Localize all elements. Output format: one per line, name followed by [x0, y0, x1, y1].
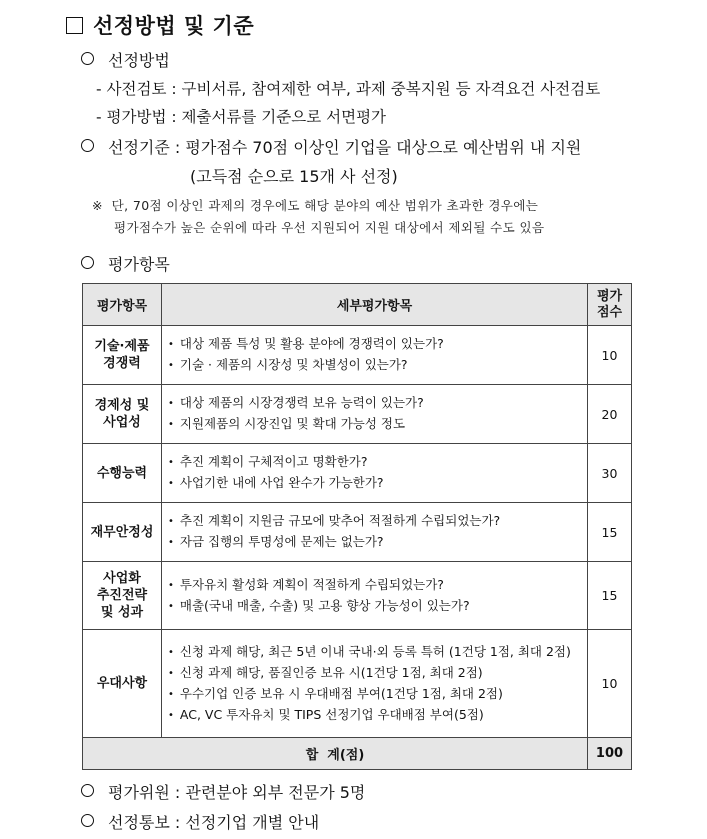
row-category: 수행능력 — [83, 444, 162, 503]
row-score: 10 — [588, 630, 632, 738]
row-category: 재무안정성 — [83, 503, 162, 562]
notification-line: 선정통보 : 선정기업 개별 안내 — [81, 810, 319, 833]
evaluators-line: 평가위원 : 관련분야 외부 전문가 5명 — [81, 780, 365, 803]
total-row — [83, 738, 632, 770]
row-category: 사업화 추진전략 및 성과 — [83, 562, 162, 630]
list-item: • 추진 계획이 지원금 규모에 맞추어 적절하게 수립되었는가? — [168, 511, 587, 532]
list-item: • 신청 과제 해당, 최근 5년 이내 국내·외 등록 특허 (1건당 1점, 최대 2점) — [168, 642, 587, 663]
row-score: 15 — [588, 562, 632, 630]
list-item: • 대상 제품 특성 및 활용 분야에 경쟁력이 있는가? — [168, 334, 587, 355]
row-items — [162, 444, 588, 503]
row-items — [162, 503, 588, 562]
list-item: • 대상 제품의 시장경쟁력 보유 능력이 있는가? — [168, 393, 587, 414]
pre-review-line: - 사전검토 : 구비서류, 참여제한 여부, 과제 중복지원 등 자격요건 사전검토 — [96, 80, 601, 98]
circle-bullet-icon — [81, 52, 94, 65]
list-item: • 사업기한 내에 사업 완수가 가능한가? — [168, 473, 587, 494]
note-line-1: ※ 단, 70점 이상인 과제의 경우에도 해당 분야의 예산 범위가 초과한 경우에는 — [92, 198, 539, 213]
checkbox-square-icon — [66, 17, 83, 34]
list-item: • 기술 · 제품의 시장성 및 차별성이 있는가? — [168, 355, 587, 376]
circle-bullet-icon — [81, 784, 94, 797]
evaluation-table — [82, 283, 632, 770]
circle-bullet-icon — [81, 814, 94, 827]
header-details: 세부평가항목 — [162, 284, 588, 326]
table-row — [83, 630, 632, 738]
header-score: 평가 점수 — [588, 284, 632, 326]
list-item: • 우수기업 인증 보유 시 우대배점 부여(1건당 1점, 최대 2점) — [168, 684, 587, 705]
row-category: 경제성 및 사업성 — [83, 385, 162, 444]
selection-criteria-sub: (고득점 순으로 15개 사 선정) — [190, 167, 398, 186]
row-category: 우대사항 — [83, 630, 162, 738]
table-header-row — [83, 284, 632, 326]
list-item: • AC, VC 투자유치 및 TIPS 선정기업 우대배점 부여(5점) — [168, 705, 587, 726]
row-score: 10 — [588, 326, 632, 385]
note-line-2: 평가점수가 높은 순위에 따라 우선 지원되어 지원 대상에서 제외될 수도 있음 — [114, 220, 545, 235]
row-score: 30 — [588, 444, 632, 503]
row-items — [162, 630, 588, 738]
table-row — [83, 503, 632, 562]
list-item: • 매출(국내 매출, 수출) 및 고용 향상 가능성이 있는가? — [168, 596, 587, 617]
evaluation-heading: 평가항목 — [81, 252, 170, 275]
circle-bullet-icon — [81, 256, 94, 269]
list-item: • 신청 과제 해당, 품질인증 보유 시(1건당 1점, 최대 2점) — [168, 663, 587, 684]
list-item: • 자금 집행의 투명성에 문제는 없는가? — [168, 532, 587, 553]
row-category: 기술·제품 경쟁력 — [83, 326, 162, 385]
header-category: 평가항목 — [83, 284, 162, 326]
evaluation-method-line: - 평가방법 : 제출서류를 기준으로 서면평가 — [96, 108, 387, 126]
circle-bullet-icon — [81, 139, 94, 152]
row-items — [162, 562, 588, 630]
selection-criteria-line: 선정기준 : 평가점수 70점 이상인 기업을 대상으로 예산범위 내 지원 — [81, 135, 581, 158]
row-items — [162, 326, 588, 385]
table-row — [83, 444, 632, 503]
table-row — [83, 326, 632, 385]
table-row — [83, 562, 632, 630]
selection-method-heading: 선정방법 — [81, 48, 170, 71]
table-row — [83, 385, 632, 444]
row-items — [162, 385, 588, 444]
list-item: • 지원제품의 시장진입 및 확대 가능성 정도 — [168, 414, 587, 435]
row-score: 20 — [588, 385, 632, 444]
total-label: 합 계(점) — [83, 738, 588, 770]
section-title: 선정방법 및 기준 — [66, 10, 254, 40]
total-score: 100 — [588, 738, 632, 770]
list-item: • 추진 계획이 구체적이고 명확한가? — [168, 452, 587, 473]
row-score: 15 — [588, 503, 632, 562]
list-item: • 투자유치 활성화 계획이 적절하게 수립되었는가? — [168, 575, 587, 596]
